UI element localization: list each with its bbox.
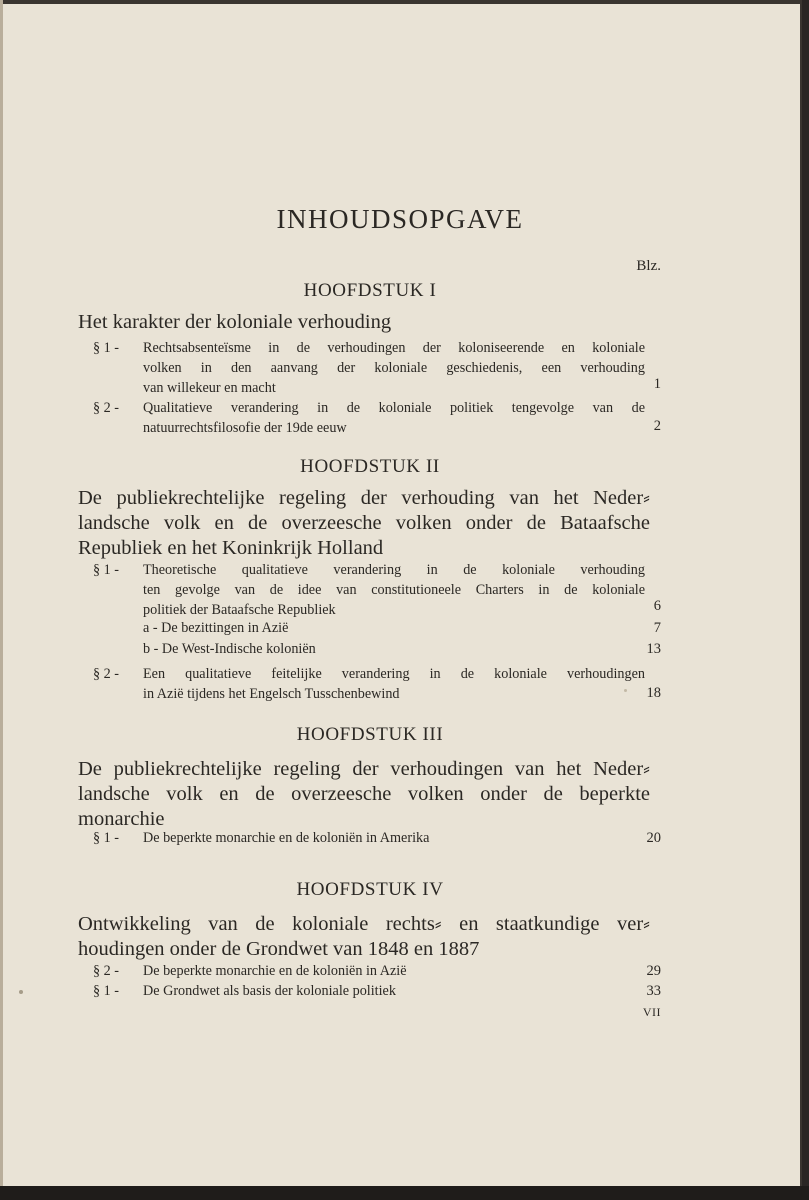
chapter-4-title [78,912,650,962]
entry-text [143,398,645,438]
page-number: 20 [646,830,661,846]
chapter-title-line: Ontwikkeling van de koloniale rechts⸗ en staatkundige ver⸗ [78,913,650,935]
entry-line: De Grondwet als basis der koloniale politiek [143,983,396,999]
page-number: 2 [653,418,661,434]
entry-line: van willekeur en macht [143,380,276,396]
chapter-title-line: houdingen onder de Grondwet van 1848 en 1887 [78,938,480,960]
entry-text [143,961,645,981]
entry-line: De beperkte monarchie en de koloniën in Azië [143,963,407,979]
page-folio: VII [642,1005,661,1019]
chapter-1-heading: HOOFDSTUK I [303,280,437,301]
section-marker: § 1 - [93,983,120,999]
entry-line: volken in den aanvang der koloniale geschiedenis, een verhouding [143,360,645,376]
page-title: INHOUDSOPGAVE [276,204,524,234]
entry-line: De beperkte monarchie en de koloniën in Amerika [143,830,430,846]
entry-line: politiek der Bataafsche Republiek [143,602,336,618]
chapter-4-heading: HOOFDSTUK IV [296,879,444,900]
chapter-3-heading: HOOFDSTUK III [296,724,444,745]
chapter-title-line: Het karakter der koloniale verhouding [78,311,392,333]
page-number: 1 [653,376,661,392]
scan-background [0,1186,809,1200]
page-number: 29 [646,963,661,979]
entry-text [143,664,645,704]
section-marker: § 1 - [93,562,120,578]
entry-line: ten gevolge van de idee van constitutioneele Charters in de koloniale [143,582,645,598]
subentry-label: a - De bezittingen in Azië [143,620,289,636]
chapter-title-line: Republiek en het Koninkrijk Holland [78,537,384,559]
page-column-label: Blz. [636,258,661,274]
section-marker: § 1 - [93,830,120,846]
page-number: 7 [653,620,661,636]
entry-text [143,560,645,620]
section-marker: § 2 - [93,400,120,416]
section-marker: § 2 - [93,666,120,682]
entry-line: in Azië tijdens het Engelsch Tusschenbewind [143,686,400,702]
entry-line: natuurrechtsfilosofie der 19de eeuw [143,420,347,436]
chapter-2-title [78,486,650,561]
paper-speck [19,990,23,994]
chapter-title-line: monarchie [78,808,165,830]
chapter-title-line: landsche volk en de overzeesche volken onder de Bataafsche [78,512,650,534]
section-marker: § 1 - [93,340,120,356]
entry-line: Theoretische qualitatieve verandering in de koloniale verhouding [143,562,645,578]
entry-text [143,338,645,398]
page-top-edge [0,0,800,4]
chapter-2-heading: HOOFDSTUK II [300,456,440,477]
entry-line: Qualitatieve verandering in de koloniale politiek tengevolge van de [143,400,645,416]
page-number: 18 [646,685,661,701]
page-number: 33 [646,983,661,999]
chapter-title-line: De publiekrechtelijke regeling der verhoudingen van het Neder⸗ [78,758,650,780]
entry-text [143,981,645,1001]
entry-text [143,828,645,848]
page-left-edge [0,0,3,1186]
entry-line: Rechtsabsenteïsme in de verhoudingen der koloniseerende en koloniale [143,340,645,356]
chapter-1-title [78,310,650,335]
page-number: 6 [653,598,661,614]
paper-speck [624,689,627,692]
page-number: 13 [646,641,661,657]
chapter-title-line: landsche volk en de overzeesche volken onder de beperkte [78,783,650,805]
chapter-title-line: De publiekrechtelijke regeling der verhouding van het Neder⸗ [78,487,650,509]
section-marker: § 2 - [93,963,120,979]
chapter-3-title [78,757,650,832]
entry-line: Een qualitatieve feitelijke verandering in de koloniale verhoudingen [143,666,645,682]
subentry-label: b - De West-Indische koloniën [143,641,316,657]
